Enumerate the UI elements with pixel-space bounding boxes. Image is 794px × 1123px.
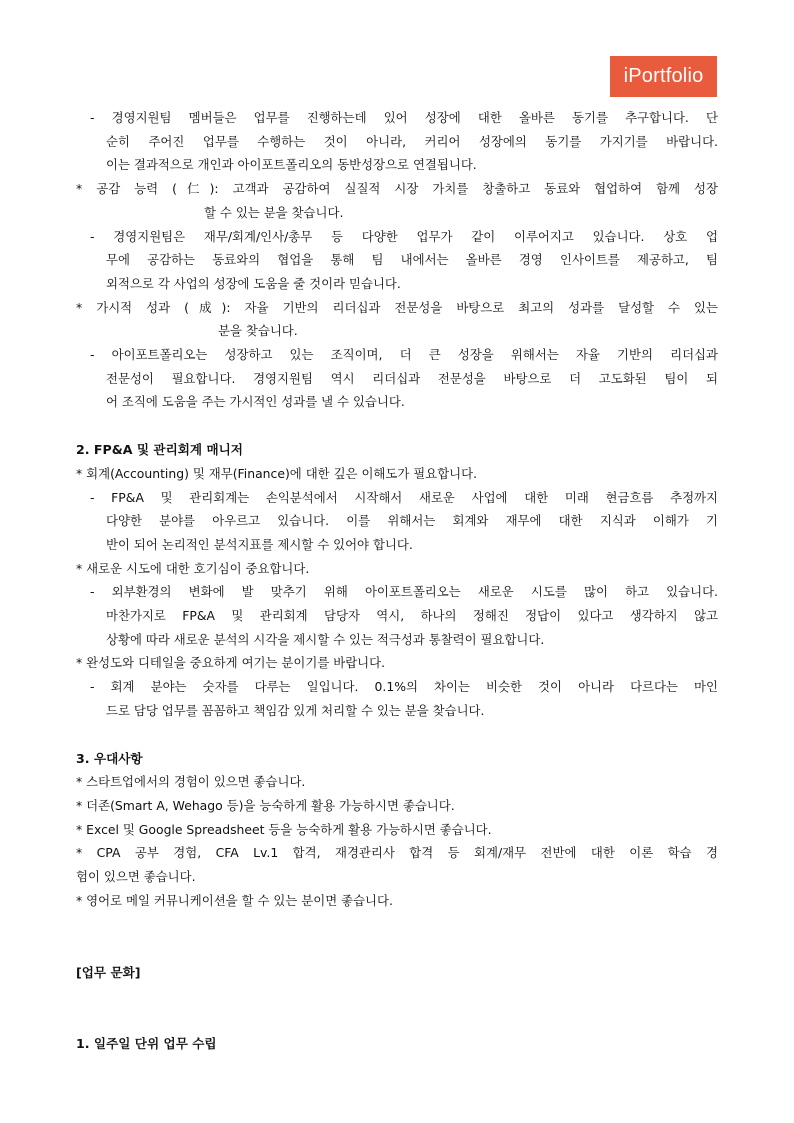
text-line: * 새로운 시도에 대한 호기심이 중요합니다. <box>76 560 310 576</box>
text-line: * 공감 능력 (仁): 고객과 공감하여 실질적 시장 가치를 창출하고 동료와 협업하여 함께 성장 <box>76 181 718 197</box>
text-line: 어 조직에 도움을 주는 가시적인 성과를 낼 수 있습니다. <box>106 394 405 410</box>
text-line: 무에 공감하는 동료와의 협업을 통해 팀 내에서는 올바른 경영 인사이트를 제공하고, 팀 <box>106 252 718 268</box>
text-line: 전문성이 필요합니다. 경영지원팀 역시 리더십과 전문성을 바탕으로 더 고도화된 팀이 되 <box>106 370 718 386</box>
text-line: 분을 찾습니다. <box>218 323 298 339</box>
text-line: 할 수 있는 분을 찾습니다. <box>204 204 344 220</box>
text-line: 드로 담당 업무를 꼼꼼하고 책임감 있게 처리할 수 있는 분을 찾습니다. <box>106 702 485 718</box>
text-line: * Excel 및 Google Spreadsheet 등을 능숙하게 활용 가능하시면 좋습니다. <box>76 821 492 837</box>
text-line: * 영어로 메일 커뮤니케이션을 할 수 있는 분이면 좋습니다. <box>76 892 393 908</box>
text-line: 상황에 따라 새로운 분석의 시각을 제시할 수 있는 적극성과 통찰력이 필요합니다. <box>106 631 545 647</box>
text-line: 마찬가지로 FP&A 및 관리회계 담당자 역시, 하나의 정해진 정답이 있다고 생각하지 않고 <box>106 608 718 624</box>
text-line: - 경영지원팀은 재무/회계/인사/총무 등 다양한 업무가 같이 이루어지고 있습니다. 상호 업 <box>90 228 718 244</box>
text-line: 외적으로 각 사업의 성장에 도움을 줄 것이라 믿습니다. <box>106 275 401 291</box>
text-line: * 가시적 성과 (成): 자율 기반의 리더십과 전문성을 바탕으로 최고의 성과를 달성할 수 있는 <box>76 299 718 315</box>
text-line: 반이 되어 논리적인 분석지표를 제시할 수 있어야 합니다. <box>106 536 413 552</box>
text-line: - 외부환경의 변화에 발 맞추기 위해 아이포트폴리오는 새로운 시도를 많이 하고 있습니다. <box>90 584 718 600</box>
text-line: - 경영지원팀 멤버들은 업무를 진행하는데 있어 성장에 대한 올바른 동기를 추구합니다. 단 <box>90 110 718 125</box>
text-line: * 회계(Accounting) 및 재무(Finance)에 대한 깊은 이해도가 필요합니다. <box>76 465 478 481</box>
text-line: - 회계 분야는 숫자를 다루는 일입니다. 0.1%의 차이는 비슷한 것이 아니라 다르다는 마인 <box>90 679 718 695</box>
text-line: * 더존(Smart A, Wehago 등)을 능숙하게 활용 가능하시면 좋습니다. <box>76 797 455 813</box>
text-line: 이는 결과적으로 개인과 아이포트폴리오의 동반성장으로 연결됩니다. <box>106 157 477 173</box>
section-heading: 1. 일주일 단위 업무 수립 <box>76 1036 217 1052</box>
section-heading: 3. 우대사항 <box>76 750 143 766</box>
document-body <box>76 106 718 1056</box>
section-heading: [업무 문화] <box>76 964 141 980</box>
section-heading: 2. FP&A 및 관리회계 매니저 <box>76 442 243 458</box>
text-line: 다양한 분야를 아우르고 있습니다. 이를 위해서는 회계와 재무에 대한 지식과 이해가 기 <box>106 513 718 529</box>
text-line: 순히 주어진 업무를 수행하는 것이 아니라, 커리어 성장에의 동기를 가지기를 바랍니다. <box>106 133 718 149</box>
text-line: * 완성도와 디테일을 중요하게 여기는 분이기를 바랍니다. <box>76 655 386 671</box>
iportfolio-logo: iPortfolio <box>610 56 717 97</box>
text-line: 험이 있으면 좋습니다. <box>76 869 196 885</box>
text-line: * 스타트업에서의 경험이 있으면 좋습니다. <box>76 774 306 790</box>
text-line: - 아이포트폴리오는 성장하고 있는 조직이며, 더 큰 성장을 위해서는 자율 기반의 리더십과 <box>90 347 718 363</box>
text-line: - FP&A 및 관리회계는 손익분석에서 시작해서 새로운 사업에 대한 미래 현금흐름 추정까지 <box>90 489 718 505</box>
text-line: * CPA 공부 경험, CFA Lv.1 합격, 재경관리사 합격 등 회계/재무 전반에 대한 이론 학습 경 <box>76 845 718 861</box>
